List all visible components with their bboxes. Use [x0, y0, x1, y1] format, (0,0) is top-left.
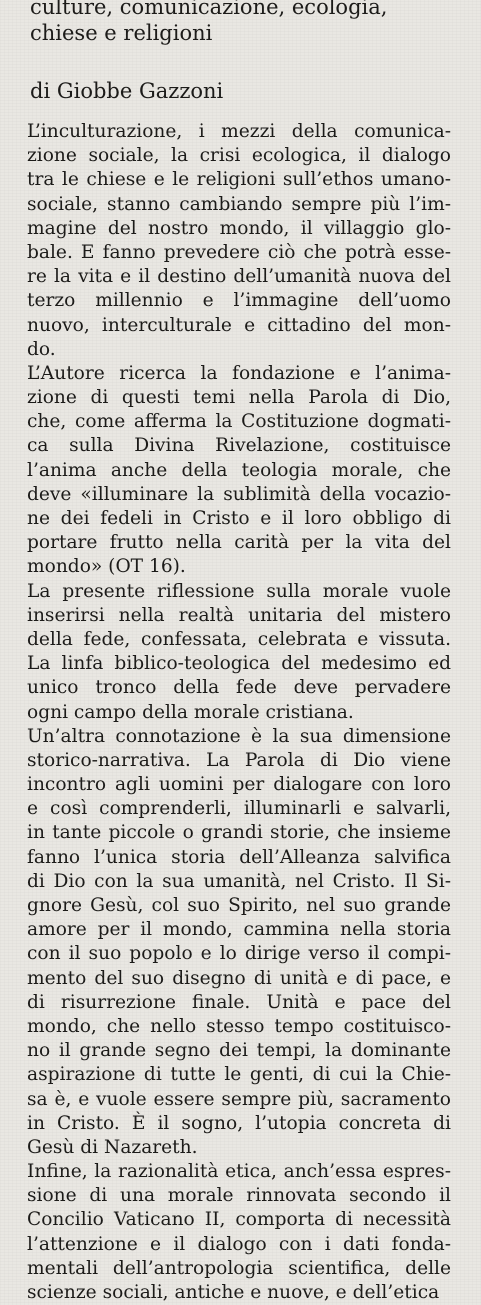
subtitle-line: culture, comunicazione, ecologia, [30, 0, 388, 19]
text-line: l’attenzione e il dialogo con i dati fonda- [27, 1233, 451, 1255]
text-line: aspirazione di tutte le genti, di cui la Chie- [27, 1064, 451, 1086]
text-line: incontro agli uomini per dialogare con loro [27, 774, 451, 796]
text-line: in tante piccole o grandi storie, che insieme [27, 822, 451, 844]
text-line: fanno l’unica storia dell’Alleanza salvifica [27, 846, 451, 868]
text-line: magine del nostro mondo, il villaggio glo- [27, 217, 451, 239]
paragraph [27, 725, 451, 1160]
text-line: La presente riflessione sulla morale vuole [27, 580, 451, 602]
text-line: sa è, e vuole essere sempre più, sacramento [27, 1088, 451, 1110]
text-line: ca sulla Divina Rivelazione, costituisce [27, 435, 451, 457]
text-line: storico-narrativa. La Parola di Dio viene [27, 749, 451, 771]
text-line: amore per il mondo, cammina nella storia [27, 919, 451, 941]
text-line: gnore Gesù, col suo Spirito, nel suo grande [27, 895, 451, 916]
text-line: no il grande segno dei tempi, la dominante [27, 1040, 451, 1062]
text-line: do. [27, 338, 56, 360]
text-line: zione sociale, la crisi ecologica, il dialogo [27, 145, 451, 167]
text-line: Infine, la razionalità etica, anch’essa espres- [27, 1161, 451, 1183]
text-line: l’anima anche della teologia morale, che [27, 459, 451, 481]
text-line: bale. E fanno prevedere ciò che potrà esse- [27, 241, 451, 263]
text-line: portare frutto nella carità per la vita del [27, 532, 451, 554]
text-line: ne dei fedeli in Cristo e il loro obbligo di [27, 508, 451, 529]
book-subtitle [30, 0, 460, 46]
text-line: L’Autore ricerca la fondazione e l’anima- [27, 362, 451, 384]
text-line: ogni campo della morale cristiana. [27, 701, 354, 723]
paragraph [27, 362, 451, 580]
text-line: mondo» (OT 16). [27, 556, 186, 578]
text-line: che, come afferma la Costituzione dogmati- [27, 411, 451, 433]
text-line: sione di una morale rinnovata secondo il [27, 1185, 451, 1207]
paragraph [27, 1160, 451, 1305]
author-line: di Giobbe Gazzoni [30, 79, 224, 103]
text-line: tra le chiese e le religioni sull’ethos umano- [27, 169, 451, 191]
text-line: in Cristo. È il sogno, l’utopia concreta di [27, 1112, 451, 1134]
text-line: di risurrezione finale. Unità e pace del [27, 991, 451, 1013]
text-line: con il suo popolo e lo dirige verso il compi- [27, 943, 451, 965]
text-line: La linfa biblico-teologica del medesimo ed [27, 653, 451, 675]
text-line: inserirsi nella realtà unitaria del mistero [27, 604, 451, 626]
text-line: mentali dell’antropologia scientifica, delle [27, 1257, 451, 1279]
text-line: di Dio con la sua umanità, nel Cristo. Il Si- [27, 870, 451, 892]
text-line: mento del suo disegno di unità e di pace, e [27, 967, 451, 989]
text-line: nuovo, interculturale e cittadino del mon- [27, 314, 451, 336]
paragraph [27, 120, 451, 362]
subtitle-line: chiese e religioni [30, 21, 213, 45]
text-line: terzo millennio e l’immagine dell’uomo [27, 290, 451, 312]
text-line: e così comprenderli, illuminarli e salvarli, [27, 798, 451, 820]
text-line: della fede, confessata, celebrata e vissuta. [27, 628, 451, 650]
text-line: mondo, che nello stesso tempo costituisco- [27, 1015, 451, 1037]
body-text [27, 120, 451, 1305]
text-line: deve «illuminare la sublimità della vocazio- [27, 483, 451, 505]
text-line: re la vita e il destino dell’umanità nuova del [27, 266, 451, 288]
text-line: scienze sociali, antiche e nuove, e dell’etica [27, 1282, 440, 1303]
text-line: Un’altra connotazione è la sua dimensione [27, 725, 451, 747]
text-line: zione di questi temi nella Parola di Dio, [27, 387, 451, 409]
text-line: L’inculturazione, i mezzi della comunica- [27, 121, 451, 142]
text-line: Concilio Vaticano II, comporta di necessità [27, 1209, 451, 1231]
text-line: sociale, stanno cambiando sempre più l’im- [27, 193, 451, 215]
text-line: Gesù di Nazareth. [27, 1136, 198, 1158]
text-line: unico tronco della fede deve pervadere [27, 677, 451, 699]
paragraph [27, 580, 451, 725]
